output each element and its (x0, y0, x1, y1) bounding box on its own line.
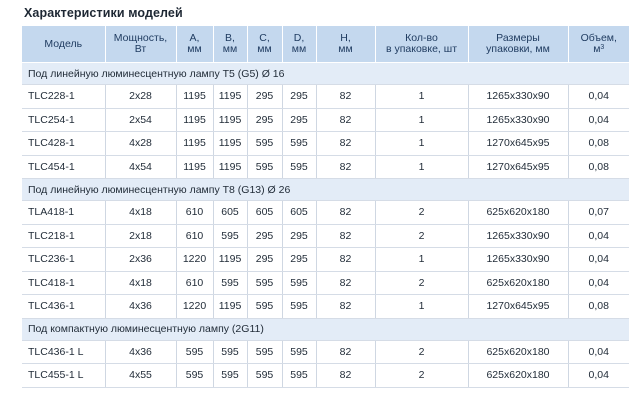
cell-a: 610 (176, 271, 213, 295)
cell-a: 1195 (176, 155, 213, 179)
cell-b: 1195 (213, 108, 247, 132)
header-volume: Объем, $м^3$ (568, 26, 629, 63)
cell-power: 2x28 (105, 85, 176, 109)
cell-qty: 1 (375, 248, 468, 272)
cell-package-size: 625x620x180 (468, 201, 568, 225)
cell-model: TLC428-1 (22, 132, 105, 156)
cell-a: 1220 (176, 295, 213, 319)
header-h: H, мм (316, 26, 375, 63)
table-row (22, 155, 629, 179)
header-power: Мощность, Вт (105, 26, 176, 63)
cell-b: 1195 (213, 85, 247, 109)
cell-c: 595 (247, 271, 282, 295)
cell-b: 1195 (213, 155, 247, 179)
cell-volume: 0,04 (568, 224, 629, 248)
page-title: Характеристики моделей (24, 6, 183, 20)
cell-qty: 1 (375, 155, 468, 179)
cell-a: 1220 (176, 248, 213, 272)
cell-h: 82 (316, 224, 375, 248)
cell-package-size: 1265x330x90 (468, 248, 568, 272)
cell-power: 4x28 (105, 132, 176, 156)
table-row (22, 271, 629, 295)
header-c: C, мм (247, 26, 282, 63)
cell-power: 4x18 (105, 201, 176, 225)
cell-qty: 2 (375, 340, 468, 364)
cell-d: 295 (282, 108, 316, 132)
cell-d: 595 (282, 340, 316, 364)
cell-d: 605 (282, 201, 316, 225)
cell-package-size: 1265x330x90 (468, 108, 568, 132)
cell-model: TLC436-1 (22, 295, 105, 319)
cell-model: TLC254-1 (22, 108, 105, 132)
cell-package-size: 625x620x180 (468, 271, 568, 295)
cell-h: 82 (316, 248, 375, 272)
cell-volume: 0,04 (568, 248, 629, 272)
cell-c: 295 (247, 108, 282, 132)
table-row (22, 248, 629, 272)
cell-model: TLC454-1 (22, 155, 105, 179)
cell-h: 82 (316, 271, 375, 295)
table-row (22, 364, 629, 388)
cell-qty: 1 (375, 108, 468, 132)
cell-power: 2x18 (105, 224, 176, 248)
cell-package-size: 625x620x180 (468, 364, 568, 388)
cell-h: 82 (316, 85, 375, 109)
table-row (22, 295, 629, 319)
table-row (22, 108, 629, 132)
cell-package-size: 1265x330x90 (468, 224, 568, 248)
cell-model: TLC455-1 L (22, 364, 105, 388)
cell-b: 605 (213, 201, 247, 225)
cell-c: 595 (247, 364, 282, 388)
cell-b: 595 (213, 340, 247, 364)
cell-power: 4x36 (105, 295, 176, 319)
cell-c: 595 (247, 340, 282, 364)
cell-power: 2x54 (105, 108, 176, 132)
cell-b: 1195 (213, 132, 247, 156)
cell-a: 1195 (176, 108, 213, 132)
cell-d: 595 (282, 295, 316, 319)
cell-h: 82 (316, 201, 375, 225)
cell-volume: 0,07 (568, 201, 629, 225)
cell-d: 595 (282, 364, 316, 388)
cell-c: 595 (247, 295, 282, 319)
table-row (22, 224, 629, 248)
models-table (22, 26, 629, 388)
cell-qty: 1 (375, 295, 468, 319)
cell-volume: 0,04 (568, 108, 629, 132)
cell-volume: 0,04 (568, 271, 629, 295)
cell-power: 4x36 (105, 340, 176, 364)
cell-h: 82 (316, 155, 375, 179)
cell-c: 295 (247, 85, 282, 109)
cell-h: 82 (316, 108, 375, 132)
cell-d: 595 (282, 271, 316, 295)
cell-qty: 2 (375, 271, 468, 295)
cell-b: 595 (213, 224, 247, 248)
cell-volume: 0,04 (568, 364, 629, 388)
header-row (22, 26, 629, 63)
cell-package-size: 1270x645x95 (468, 132, 568, 156)
cell-h: 82 (316, 295, 375, 319)
section-label: Под компактную люминесцентную лампу (2G11) (22, 318, 629, 340)
header-a: A, мм (176, 26, 213, 63)
cell-h: 82 (316, 132, 375, 156)
cell-power: 4x54 (105, 155, 176, 179)
cell-model: TLC228-1 (22, 85, 105, 109)
cell-volume: 0,08 (568, 132, 629, 156)
cell-volume: 0,08 (568, 295, 629, 319)
cell-qty: 2 (375, 201, 468, 225)
cell-qty: 1 (375, 85, 468, 109)
cell-model: TLA418-1 (22, 201, 105, 225)
cell-d: 595 (282, 155, 316, 179)
cell-c: 295 (247, 248, 282, 272)
cell-model: TLC418-1 (22, 271, 105, 295)
cell-package-size: 1270x645x95 (468, 155, 568, 179)
table-row (22, 132, 629, 156)
cell-a: 610 (176, 201, 213, 225)
cell-d: 295 (282, 248, 316, 272)
cell-b: 1195 (213, 295, 247, 319)
cell-h: 82 (316, 340, 375, 364)
section-label: Под линейную люминесцентную лампу T8 (G13) Ø 26 (22, 179, 629, 201)
cell-power: 2x36 (105, 248, 176, 272)
header-b: B, мм (213, 26, 247, 63)
cell-c: 605 (247, 201, 282, 225)
section-header (22, 63, 629, 85)
cell-d: 595 (282, 132, 316, 156)
cell-c: 295 (247, 224, 282, 248)
cell-package-size: 1270x645x95 (468, 295, 568, 319)
cell-a: 595 (176, 340, 213, 364)
table-row (22, 340, 629, 364)
header-model: Модель (22, 26, 105, 63)
header-qty: Кол-во в упаковке, шт (375, 26, 468, 63)
section-header (22, 179, 629, 201)
cell-c: 595 (247, 155, 282, 179)
table-row (22, 201, 629, 225)
cell-model: TLC218-1 (22, 224, 105, 248)
cell-b: 595 (213, 364, 247, 388)
cell-volume: 0,08 (568, 155, 629, 179)
cell-h: 82 (316, 364, 375, 388)
cell-a: 610 (176, 224, 213, 248)
cell-a: 595 (176, 364, 213, 388)
cell-d: 295 (282, 224, 316, 248)
cell-a: 1195 (176, 132, 213, 156)
cell-b: 595 (213, 271, 247, 295)
table-row (22, 85, 629, 109)
cell-package-size: 1265x330x90 (468, 85, 568, 109)
cell-model: TLC236-1 (22, 248, 105, 272)
cell-qty: 2 (375, 224, 468, 248)
cell-model: TLC436-1 L (22, 340, 105, 364)
cell-qty: 2 (375, 364, 468, 388)
cell-a: 1195 (176, 85, 213, 109)
cell-c: 595 (247, 132, 282, 156)
cell-qty: 1 (375, 132, 468, 156)
header-d: D, мм (282, 26, 316, 63)
cell-power: 4x55 (105, 364, 176, 388)
cell-package-size: 625x620x180 (468, 340, 568, 364)
cell-b: 1195 (213, 248, 247, 272)
cell-volume: 0,04 (568, 85, 629, 109)
section-label: Под линейную люминесцентную лампу T5 (G5) Ø 16 (22, 63, 629, 85)
cell-power: 4x18 (105, 271, 176, 295)
cell-volume: 0,04 (568, 340, 629, 364)
cell-d: 295 (282, 85, 316, 109)
header-package-size: Размеры упаковки, мм (468, 26, 568, 63)
section-header (22, 318, 629, 340)
